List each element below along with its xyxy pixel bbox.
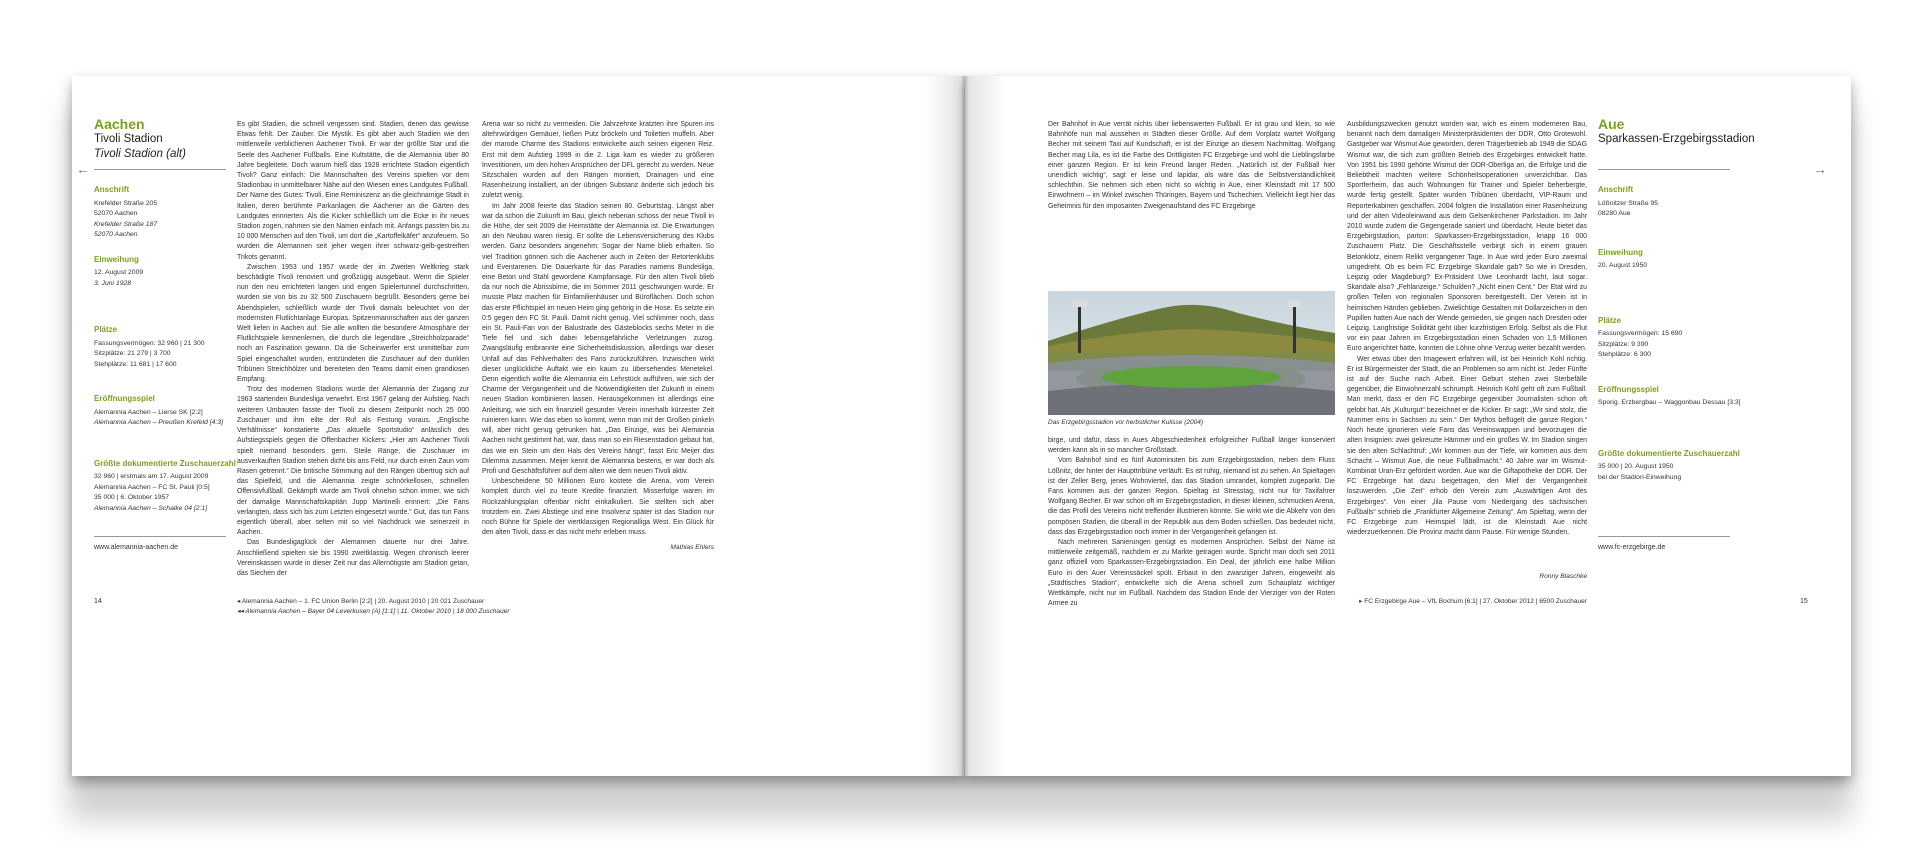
paragraph: Das Bundesligaglück der Alemannen dauerte nur drei Jahre. Anschließend spielten sie bis 1990 zweitklassig. Wegen chronisch leerer Vereinskassen wurde in dieser Zeit nur das Allernötigste am Stadion getan, das Siechen der <box>237 539 469 577</box>
divider <box>94 536 226 537</box>
club-url-link[interactable]: www.fc-erzgebirge.de <box>1598 544 1666 551</box>
address-label: Anschrift <box>1598 185 1634 194</box>
left-arrow-icon[interactable]: ← <box>76 161 90 177</box>
author-signature: Ronny Blaschke <box>1539 573 1587 580</box>
opening-label: Einweihung <box>94 254 139 264</box>
right-page <box>965 76 1851 776</box>
opening-line: 20. August 1950 <box>1598 262 1648 269</box>
address-line: 52070 Aachen <box>94 210 138 217</box>
stadium-old-name: Tivoli Stadion (alt) <box>94 148 186 160</box>
paragraph: Nach mehreren Sanierungen genügt es modernen Ansprüchen. Selbst der Name ist mittlerweile zeitgemäß, nachdem er zu Markte getragen wurde. Spricht man doch seit 2011 ganz offiziell vom Sparkassen-Erzgebirgsstadion. Ein Deal, der jährlich eine halbe Million Euro in den Auer Vereinssäckel spült. Erbaut in den zwanziger Jahren, eingeweiht als „Städtisches Stadion“, entwickelte sich die Arena schnell zum Schauplatz wichtiger Wettkämpfe, nicht nur im Fußball. Nachdem das Stadion Ende der Vierziger von der Roten Armee zu <box>1048 539 1335 608</box>
seats-label: Plätze <box>94 325 118 334</box>
page-number: 15 <box>1800 598 1808 605</box>
stadium-name: Sparkassen-Erzgebirgsstadion <box>1598 133 1755 145</box>
address-line: Lößnitzer Straße 95 <box>1598 199 1659 207</box>
seats-line: Fassungsvermögen: 15 690 <box>1598 330 1683 337</box>
footnote-line: ◂◂ Alemannia Aachen – Bayer 04 Leverkusen (A) [1:1] | 11. Oktober 2010 | 18 000 Zuschauer <box>237 608 510 615</box>
photo-caption: Das Erzgebirgsstadion vor herbstlicher Kulisse (2004) <box>1048 419 1203 426</box>
city-title: Aachen <box>94 116 145 132</box>
seats-label: Plätze <box>1598 315 1622 325</box>
address-line: 52070 Aachen <box>94 231 138 238</box>
page-number: 14 <box>94 598 102 605</box>
attendance-label: Größte dokumentierte Zuschauerzahl <box>94 458 236 468</box>
address-line: Krefelder Straße 205 <box>94 199 158 207</box>
sidebar <box>1598 171 1758 483</box>
stadium-name: Tivoli Stadion <box>94 133 163 145</box>
opening-game-line: Alemannia Aachen – Preußen Krefeld [4:3] <box>94 419 223 426</box>
paragraph: Arena war so nicht zu vermeiden. Die Jahrzehnte kratzten ihre Spuren ins altehrwürdigen Gemäuer, ließen Putz bröckeln und Toiletten muffeln. Aber der marode Charme des Stadions entwickelte auch seinen eigenen Reiz. Erst mit dem Aufstieg 1999 in die 2. Liga kam es wieder zu größeren Investitionen, um den hohen Ansprüchen der DFL gerecht zu werden. Neue Sitzschalen wurden auf den Rängen montiert, Drainagen und eine Rasenheizung installiert, an der übrigen Substanz änderte sich jedoch bis zuletzt wenig. <box>482 121 714 200</box>
attendance-line: Alemannia Aachen – Schalke 04 [2:1] <box>94 504 208 512</box>
attendance-line: 35 000 | 20. August 1950 <box>1598 463 1674 470</box>
attendance-line: Alemannia Aachen – FC St. Pauli [0:5] <box>94 483 210 491</box>
seats-line: Sitzplätze: 21 279 | 3 700 <box>94 350 171 357</box>
address-line: 08280 Aue <box>1598 210 1631 217</box>
seats-line: Fassungsvermögen: 32 960 | 21 300 <box>94 339 205 347</box>
body-column-1-top <box>1048 120 1335 212</box>
attendance-label: Größte dokumentierte Zuschauerzahl <box>1598 448 1740 458</box>
paragraph: Zwischen 1953 und 1957 wurde der im Zweiten Weltkrieg stark beschädigte Tivoli renoviert und großzügig ausgebaut. Wenn die Spieler nun den neu errichteten langen und engen Spielertunnel durchschritten, wurden sie von bis zu 32 500 Zuschauern begrüßt. Besonders gerne bei Abendspielen, schließlich wurde der Tivoli damals beleuchtet von der modernsten Flutlichtanlage Europas. Spitzenmannschaften aus der ganzen Welt liefen in Aachen auf. Sie alle wollten die besondere Atmosphäre der Flutlichtspiele kennenlernen, die durch die legendäre „Streichholzparade“ noch an Faszination gewann. Da die Scheinwerfer erst unmittelbar zum Spiel eingeschaltet wurden, entzündeten die Zuschauer auf den dunklen Tribünen Streichhölzer und bereiteten den Teams damit einen grandiosen Empfang. <box>237 263 469 384</box>
attendance-line: 32 960 | erstmals am 17. August 2009 <box>94 473 209 480</box>
divider <box>1598 536 1730 537</box>
seats-line: Stehplätze: 6 300 <box>1598 351 1651 358</box>
attendance-line: bei der Stadion-Einweihung <box>1598 473 1682 481</box>
right-arrow-icon[interactable]: → <box>1813 161 1827 177</box>
seats-line: Stehplätze: 11 681 | 17 600 <box>94 360 177 368</box>
divider <box>94 169 226 170</box>
paragraph: Es gibt Stadien, die schnell vergessen sind. Stadien, denen das gewisse Etwas fehlt. Der Zauber. Die Mystik. Es gibt aber auch Stadien wie den mittlerweile verblichenen Aachener Tivoli. Er war der größte Star und die Seele des Aachener Fußballs. Eine Kultstätte, die die Alemannia über 80 Jahre begleitete. Doch warum hieß das 1928 errichtete Stadion eigentlich Tivoli? Ganz einfach: Die Mannschaften des Vereins spielten vor dem Stadionbau in unmittelbarer Nähe auf den Wiesen eines Landgutes Fußball. Der Name des Gutes: Tivoli. Eine Reminiszenz an die gleichnamige Stadt in Italien, deren berühmte Parkanlagen die Aachener an die Gärten des Landgutes erinnerten. Als die Kicker schließlich um die Ecke in ihr neues Stadion zogen, nahmen sie den Namen einfach mit. Anfangs passten bis zu 10 000 Menschen auf den Tivoli, um dort die „Kartoffelkäfer“ anzufeuern. So wurden die Alemannen seit jeher wegen ihrer schwarz-gelb-gestreiften Trikots genannt. <box>237 121 469 261</box>
paragraph: birge, und dafür, dass in Aues Abgeschiedenheit erfolgreicher Fußball länger konserviert werden kann als in so mancher Großstadt. <box>1048 437 1335 455</box>
club-url-link[interactable]: www.alemannia-aachen.de <box>94 544 179 551</box>
opening-game-label: Eröffnungsspiel <box>94 394 155 403</box>
city-title: Aue <box>1598 116 1625 132</box>
stadium-photo-image <box>1048 291 1335 415</box>
opening-game-line: Alemannia Aachen – Lierse SK [2:2] <box>94 408 203 416</box>
body-column-2 <box>1347 120 1587 538</box>
opening-game-line: Sporig. Erzbergbau – Waggonbau Dessau [3:3] <box>1598 399 1741 406</box>
footnote-line: ◂ Alemannia Aachen – 1. FC Union Berlin [2:2] | 20. August 2010 | 20 021 Zuschauer <box>237 598 485 605</box>
paragraph: Trotz des modernen Stadions wurde der Alemannia der Zugang zur 1963 startenden Bundesliga verwehrt. Erst 1967 gelang der Aufstieg. Nach weiteren Umbauten fasste der Tivoli zu diesem Zeitpunkt noch 25 000 Zuschauer und ihm eilte der Ruf als Festung voraus. „Englische Verhältnisse“ konstatierte „Das aktuelle Sportstudio“ anlässlich des Aufstiegsspiels gegen die Offenbacher Kickers: „Hier am Aachener Tivoli spielt niemand besonders gern. Steile Ränge, die Zuschauer im ausverkauften Stadion stehen dicht bis ans Feld, nur durch einen Zaun vom Rasen getrennt.“ Die britische Stimmung auf den Rängen übertrug sich auf das Spielfeld, und die Alemannia zeigte schnörkellosen, schnellen Offensivfußball. Gekämpft wurde am Tivoli ohnehin schon immer, wie sich der damalige Mannschaftskapitän Jupp Martinelli erinnert: „Die Fans verlangten, dass sich bis zum Letzten eingesetzt wurde.“ Gut, das tun Fans eigentlich überall, aber selten mit so viel Nachdruck wie seinerzeit in Aachen. <box>237 386 469 537</box>
opening-label: Einweihung <box>1598 247 1643 257</box>
paragraph: Im Jahr 2008 feierte das Stadion seinen 80. Geburtstag. Längst aber war da schon die Zukunft im Bau, gleich nebenan schoss der neue Tivoli in die Höhe, der seit 2009 die Heimstätte der Alemannia ist. Die Erwartungen an den Neubau waren riesig. Er sollte die Lebensversicherung des Klubs werden. Ganz besonders angenehm: Sogar der Name blieb erhalten. So viel Tradition gönnen sich die Aachener auch in Zeiten der Retortenklubs und Eventarenen. Die Dauerkarte für das Paradies namens Bundesliga, eine Beton und Stahl gewordene Kampfansage. Für den alten Tivoli blieb da nur noch die Abrissbirne, die im Sommer 2011 geschwungen wurde. Er musste Platz machen für Einfamilienhäuser und Büroflächen. Doch schon das erste Pflichtspiel im neuen Heim ging gehörig in die Hose. Es setzte ein 0:5 gegen den FC St. Pauli. Damit nicht genug. Viel schlimmer noch, dass ein St. Pauli-Fan von der Balustrade des Gästeblocks sechs Meter in die Tiefe fiel und sich dabei lebensgefährliche Verletzungen zuzog. Zwangsläufig entbrannte eine Sicherheitsdiskussion, allerdings war dieser Unfall auf das Fehlverhalten des Fans zurückzuführen. Inzwischen wirkt dieser unglückliche Auftakt wie ein kaum zu übersehendes Menetekel. Denn eigentlich wollte die Alemannia ein Lehrstück aufführen, wie sich der Charme der Vergangenheit und die Notwendigkeiten der Zukunft in einem neuen Stadion kombinieren lassen. Herausgekommen ist allerdings eine Anleitung, wie sich ein finanziell gesunder Verein innerhalb kürzester Zeit ruinieren kann. Wie das eben so kommt, wenn man mit der Großen pinkeln will, aber nicht genug getrunken hat. „Das Einzige, was bei Alemannia Aachen nicht gestimmt hat, war, dass man so ein Riesenstadion gebaut hat, das wie ein Stein um den Hals des Vereins hängt“, fasst Eric Meijer das Dilemma zusammen. Meijer kennt die Alemannia bestens, er war doch als Profi und Geschäftsführer auf dem alten wie dem neuen Tivoli aktiv. <box>482 202 714 475</box>
address-label: Anschrift <box>94 185 130 194</box>
paragraph: Wer etwas über den Imagewert erfahren will, ist bei Heinrich Kohl richtig. Er ist Bürgermeister der Stadt, die an Problemen so arm nicht ist. Jeder Fünfte ist auf der Suche nach Arbeit. Einer Geburt stehen zwei Sterbefälle gegenüber, die Einwohnerzahl schrumpft. Heinrich Kohl geht oft zum Fußball. Man merkt, dass er den FC Erzgebirge gegenüber Journalisten schon oft gelobt hat. Als „Kulturgut“ bezeichnet er die Kicker. Er sagt: „Wir sind stolz, die Nummer eins in Sachsen zu sein.“ Der Mythos beflügelt die ganze Region.“ Noch heute ignorieren viele Fans das Vereinswappen und bevorzugen die alten Insignien: zwei gekreuzte Hämmer und ein großes W. Im Stadion singen sie den alten Schlachtruf: „Wir kommen aus der Tiefe, wir kommen aus dem Schacht – Wismut Aue, die neue Fußballmacht.“ 40 Jahre war im Wismut-Kombinat Uran-Erz gefördert worden. Aue war die Giftapotheke der DDR. Der FC Erzgebirge hat dazu beigetragen, den Mief der Vergangenheit loszuwerden. „Die Zeit“ erhob den Verein zum „Auswärtigen Amt des Erzgebirges“. Von einer „lila Pause vom Niedergang des sächsischen Fußballs“ schrieb die „Frankfurter Allgemeine Zeitung“. Am Spieltag, wenn der FC Erzgebirge zum Heimspiel lädt, ist die Kleinstadt Aue nicht wiederzuerkennen. Die Provinz macht dann Pause. Für wenige Stunden. <box>1347 355 1587 537</box>
paragraph: Ausbildungszwecken genutzt worden war, wich es einem moderneren Bau, benannt nach dem damaligen Ministerpräsidenten der DDR, Otto Grotewohl. Gastgeber war Wismut Aue geworden, deren Trägerbetrieb ab 1949 die SDAG Wismut war, die sich zum größten Betrieb des Erzgebirges entwickelt hatte. Von 1951 bis 1990 gehörte Wismut der DDR-Oberliga an, die Erfolge und die Beliebtheit machten weitere Schönheitsoperationen unverzichtbar. Das Sportferheim, das auch Wohnungen für Trainer und Spieler beherbergte, wurde fertig gestellt. Später wurden Tribünen überdacht, VIP-Raum und Reporterkabinen geschaffen. 2004 folgten die Installation einer Rasenheizung und der alten Videoleinwand aus dem Gelsenkirchener Parkstadion. Im Jahr 2010 wurde zudem die Gegengerade saniert und überdacht. Heute bietet das Erzgebirgstadion, parton: Sparkassen-Erzgebirgsstadion, knapp 16 000 Zuschauern Platz. Die Geschäftsstelle verbirgt sich in einem grauen Betonklotz, einem Relikt vergangener Tage. In Aue wird jeder Euro zweimal umgedreht. Ob es beim FC Erzgebirge Skandale gab? So wie in Dresden, Leipzig oder Magdeburg? Ex-Präsident Uwe Leonhardt lacht, laut sogar. Skandale also? „Fehlanzeige.“ Schulden? „Nicht einen Cent.“ Der Etat wird zu großen Teilen von regionalen Sponsoren bereitgestellt. Der Verein ist in heimischen Händen geblieben. Zwielichtige Gestalten mit Dollarzeichen in den Pupillen hatten Aue nach der Wende gemieden, sie gingen nach Dresden oder Leipzig. Langfristige Solidität geht über kurzfristigen Erfolg. Selbst als die Flut vor ein paar Jahren im Erzgebirgsstadion einen Schaden von 1,5 Millionen Euro angerichtet hatte, konnten die Löhne ohne Verzug weiter bezahlt werden. <box>1347 121 1587 353</box>
paragraph: Vom Bahnhof sind es fünf Autominuten bis zum Erzgebirgsstadion, neben dem Fluss Lößnitz, der hinter der Haupttribüne verläuft. Es ist ruhig, niemand ist zu sehen. An Spieltagen ist der Zeller Berg, jenes Wohnviertel, das das Stadion umrandet, komplett zugeparkt. Die Fans kommen aus der ganzen Region. Spieltag ist Stresstag, nicht nur für Taxifahrer Wolfgang Becher. Er war schon oft im Erzgebirgsstadion, in dieser kleinen, schmucken Arena, die das Profil des Vereins nicht treffender illustrieren könnte. Sie wirkt wie die Abkehr von den pompösen Stadien, die überall in der Republik aus dem Boden schießen. Das bedeutet nicht, dass das Erzgebirgsstadion noch immer in der Vergangenheit gefangen ist. <box>1048 457 1335 536</box>
opening-line: 3. Juni 1928 <box>94 279 132 287</box>
body-column-1-bottom <box>1048 436 1335 609</box>
body-column-1 <box>237 120 469 579</box>
body-column-2 <box>482 120 714 538</box>
paragraph: Der Bahnhof in Aue verrät nichts über liebenswerten Fußball. Er ist grau und klein, so wie Bahnhöfe nun mal aussehen in Städten dieser Größe. Auf dem Vorplatz wartet Wolfgang Becher mit seinem Taxi auf Kundschaft, er ist der Einzige an diesem Nachmittag. Wolfgang Becher mag Lila, es ist die Farbe des Drittligisten FC Erzgebirge und wohl die Lieblingsfarbe einer ganzen Region. Er ist kein Freund langer Reden. „Natürlich ist der Fußball hier unendlich wichtig“, sagt er leise und lapidar, als wäre das die Selbstverständlichkeit schlechthin. Sie nehmen sich eben nicht so wichtig in Aue, einer Kleinstadt mit 17 500 Einwohnern – im Winkel zwischen Thüringen, Bayern und Tschechien. Vielleicht liegt hier das Geheimnis für den imposanten Zweigenaufstand des FC Erzgebirge <box>1048 121 1335 210</box>
opening-game-label: Eröffnungsspiel <box>1598 384 1659 394</box>
left-page <box>72 76 965 776</box>
divider <box>1598 169 1730 170</box>
author-signature: Mathias Ehlers <box>670 544 714 551</box>
paragraph: Unbescheidene 50 Millionen Euro kostete die Arena, vom Verein komplett durch viel zu teure Kredite finanziert. Misserfolge waren im Rückzahlungsplan offenbar nicht einkalkuliert. Sie stellten sich aber trotzdem ein. Zwei Abstiege und eine Insolvenz später ist das Stadion nur noch Bühne für Spiele der viertklassigen Regionalliga West. Ein Glück für den alten Tivoli, dass er das nicht mehr erleben muss. <box>482 478 714 537</box>
attendance-line: 35 000 | 6. Oktober 1957 <box>94 494 170 501</box>
photo-footnote: ▸ FC Erzgebirge Aue – VfL Bochum [6:1] | 27. Oktober 2012 | 6500 Zuschauer <box>1359 598 1587 605</box>
seats-line: Sitzplätze: 9 390 <box>1598 340 1649 348</box>
stadium-photo <box>1048 291 1335 415</box>
photo-footnote <box>237 597 510 617</box>
sidebar <box>94 171 254 514</box>
opening-line: 12. August 2009 <box>94 269 144 276</box>
address-line: Krefelder Straße 187 <box>94 220 158 228</box>
